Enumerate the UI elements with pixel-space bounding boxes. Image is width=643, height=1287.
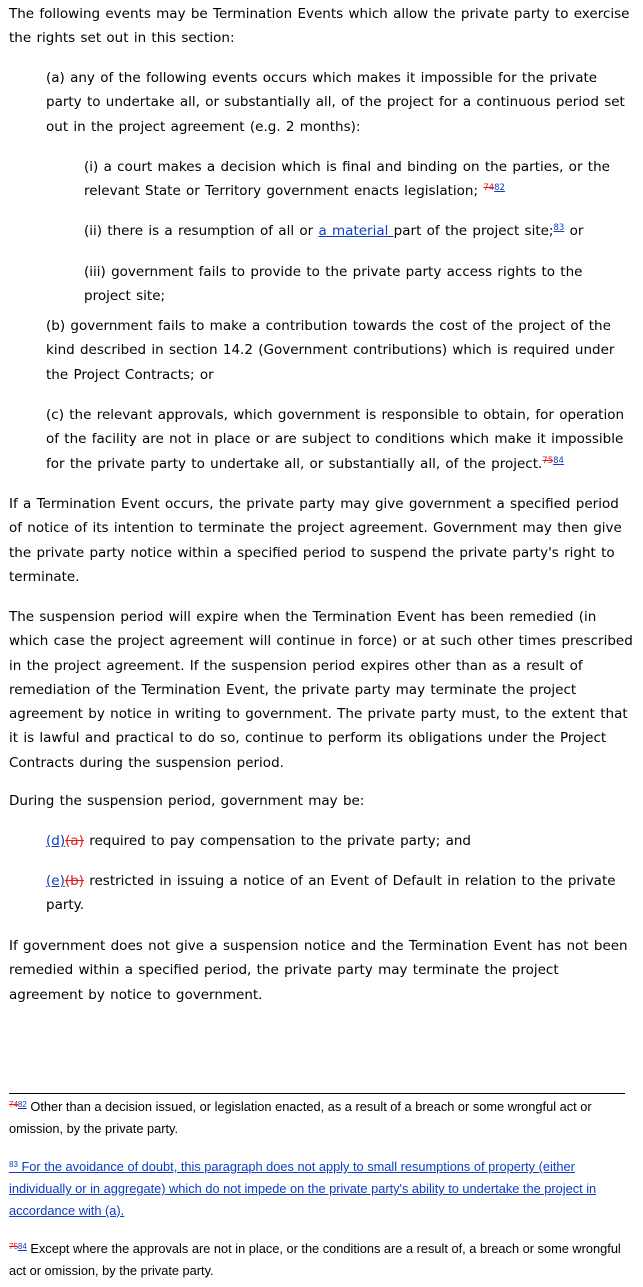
item-d-text: required to pay compensation to the private party; and	[83, 833, 471, 849]
item-i	[84, 155, 632, 204]
item-ii-text-pre: (ii) there is a resumption of all or	[84, 223, 319, 239]
item-ii	[84, 219, 632, 243]
suspension-period-paragraph: The suspension period will expire when the Termination Event has been remedied (in which case the project agreement will continue in force) or at such other times prescribed in the project agreement. If the suspension period expires other than as a result of remediation of the Termination Event, the private party may terminate the project agreement by notice in writing to government. The private party must, to the extent that it is lawful and practical to do so, continue to perform its obligations under the Project Contracts during the suspension period.	[9, 609, 633, 771]
item-a: (a) any of the following events occurs which makes it impossible for the private party to undertake all, or substantially all, of the project for a continuous period set out in the project agreement (e.g. 2 months):	[46, 70, 625, 135]
footnote-84-ref-deleted: 75	[9, 1242, 18, 1251]
item-ii-text-post: part of the project site;	[393, 223, 554, 239]
footnote-82	[9, 1096, 631, 1140]
termination-notice-paragraph: If a Termination Event occurs, the private party may give government a specified period of notice of its intention to terminate the project agreement. Government may then give the private party notice within a specified period to suspend the private party's right to terminate.	[9, 496, 622, 585]
item-d-label-deleted: (a)	[65, 833, 84, 849]
footnote-83-text: For the avoidance of doubt, this paragraph does not apply to small resumptions of property (either individually or in aggregate) which do not impede on the private party's ability to undertake the project in accordance with (a).	[9, 1159, 597, 1218]
footnote-84-text: Except where the approvals are not in place, or the conditions are a result of, a breach or some wrongful act or omission, by the private party.	[9, 1241, 621, 1278]
during-suspension-paragraph: During the suspension period, government may be:	[9, 793, 365, 809]
item-e-label-inserted[interactable]: (e)	[46, 873, 65, 889]
item-e	[46, 869, 632, 918]
item-d-label-inserted[interactable]: (d)	[46, 833, 66, 849]
item-i-ref-deleted: 74	[483, 183, 495, 194]
item-e-label-deleted: (b)	[64, 873, 84, 889]
footnote-82-text: Other than a decision issued, or legislation enacted, as a result of a breach or some wrongful act or omission, by the private party.	[9, 1099, 592, 1136]
item-ii-inserted-text[interactable]: a material	[318, 223, 394, 239]
footnote-83[interactable]	[9, 1156, 631, 1222]
footnote-84-ref-inserted[interactable]: 84	[17, 1242, 27, 1251]
item-e-text: restricted in issuing a notice of an Event of Default in relation to the private party.	[46, 873, 616, 914]
item-d	[46, 829, 632, 853]
footnote-83-ref[interactable]: 83	[9, 1160, 18, 1169]
intro-paragraph: The following events may be Termination Events which allow the private party to exercise the rights set out in this section:	[9, 6, 630, 47]
item-ii-ref-inserted[interactable]: 83	[553, 223, 565, 233]
item-b: (b) government fails to make a contribution towards the cost of the project of the kind described in section 14.2 (Government contributions) which is required under the Project Contracts; or	[46, 318, 615, 383]
footnote-82-ref-deleted: 74	[9, 1100, 18, 1109]
item-c-ref-deleted: 75	[542, 455, 554, 466]
footnote-separator	[9, 1093, 625, 1094]
footnote-84	[9, 1238, 631, 1282]
item-c	[46, 403, 632, 476]
item-iii: (iii) government fails to provide to the private party access rights to the project site;	[84, 264, 583, 305]
item-i-text: (i) a court makes a decision which is final and binding on the parties, or the relevant State or Territory government enacts legislation;	[84, 159, 610, 200]
final-paragraph: If government does not give a suspension notice and the Termination Event has not been remedied within a specified period, the private party may terminate the project agreement by notice to government.	[9, 938, 628, 1003]
item-i-ref-inserted[interactable]: 82	[494, 183, 505, 194]
item-ii-text-end: or	[564, 223, 584, 239]
footnote-82-ref-inserted[interactable]: 82	[17, 1100, 27, 1109]
item-c-ref-inserted[interactable]: 84	[553, 455, 564, 466]
item-c-text: (c) the relevant approvals, which government is responsible to obtain, for operation of the facility are not in place or are subject to conditions which make it impossible for the private party to undertake all, or substantially all, of the project.	[46, 407, 625, 472]
